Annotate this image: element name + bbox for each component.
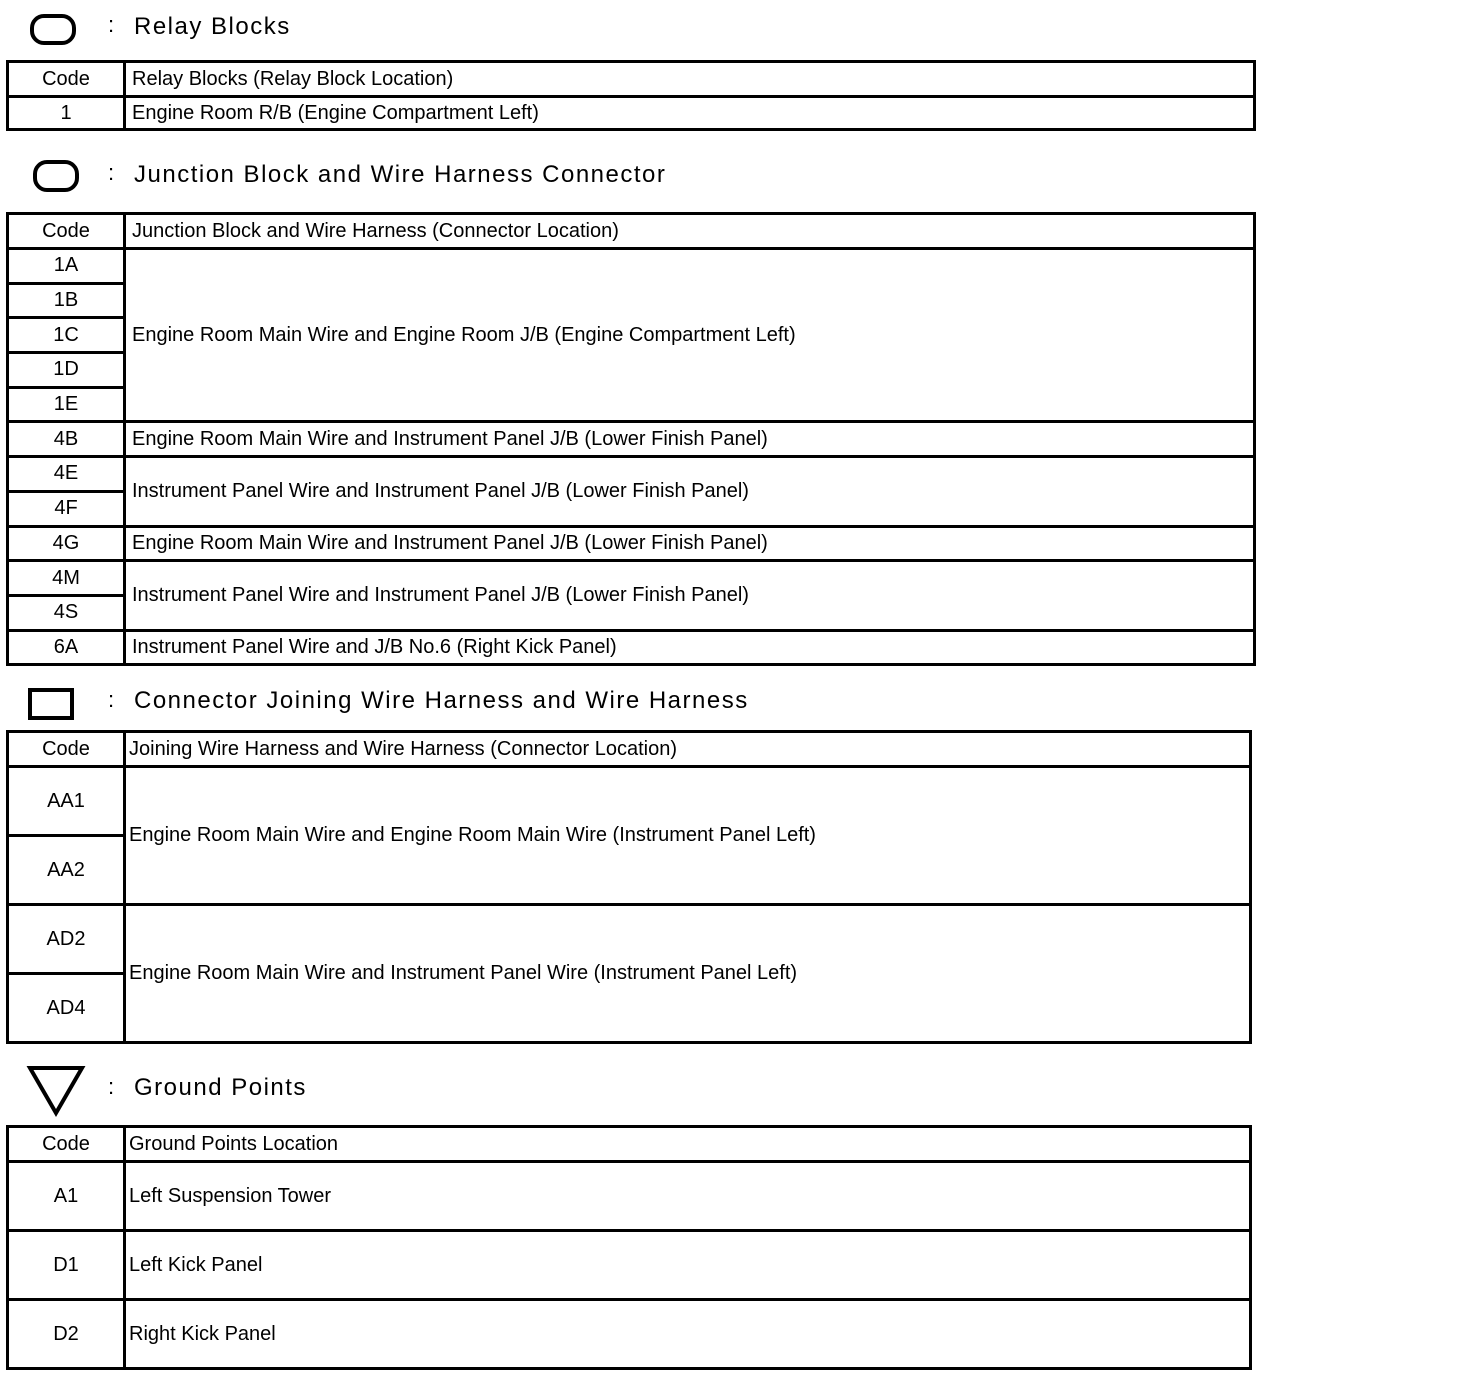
table-row: [8, 97, 1255, 130]
table-row: [8, 249, 1255, 284]
table-row: [8, 526, 1255, 561]
relay-blocks-table: [6, 60, 1256, 131]
junction-col-location: Junction Block and Wire Harness (Connector Location): [125, 214, 1255, 249]
ground-location-cell: Left Suspension Tower: [125, 1162, 1251, 1231]
junction-code-cell: 4S: [8, 595, 125, 630]
joining-code-cell: AA2: [8, 836, 125, 905]
junction-block-symbol-icon: [30, 158, 82, 194]
junction-location-cell: Engine Room Main Wire and Instrument Panel J/B (Lower Finish Panel): [125, 526, 1255, 561]
connector-joining-heading: Connector Joining Wire Harness and Wire Harness: [134, 687, 749, 714]
table-header-row: [8, 732, 1251, 767]
ground-point-symbol-icon: [26, 1064, 86, 1120]
joining-code-cell: AD2: [8, 905, 125, 974]
table-header-row: [8, 1127, 1251, 1162]
junction-location-cell: Instrument Panel Wire and J/B No.6 (Right Kick Panel): [125, 630, 1255, 665]
joining-code-cell: AD4: [8, 974, 125, 1043]
junction-code-cell: 1C: [8, 318, 125, 353]
junction-block-table: [6, 212, 1256, 666]
relay-block-symbol-icon: [28, 12, 80, 48]
ground-location-cell: Right Kick Panel: [125, 1300, 1251, 1369]
ground-code-cell: D2: [8, 1300, 125, 1369]
table-row: [8, 630, 1255, 665]
junction-code-cell: 1D: [8, 353, 125, 388]
ground-separator: :: [108, 1074, 115, 1099]
relay-code-cell: 1: [8, 97, 125, 130]
junction-code-cell: 4F: [8, 491, 125, 526]
junction-code-cell: 1A: [8, 249, 125, 284]
junction-code-cell: 4B: [8, 422, 125, 457]
junction-location-cell: Engine Room Main Wire and Engine Room J/B (Engine Compartment Left): [125, 249, 1255, 422]
junction-location-cell: Instrument Panel Wire and Instrument Panel J/B (Lower Finish Panel): [125, 457, 1255, 526]
table-row: [8, 1231, 1251, 1300]
table-row: [8, 767, 1251, 836]
table-header-row: [8, 214, 1255, 249]
junction-block-heading: Junction Block and Wire Harness Connector: [134, 161, 667, 188]
joining-code-cell: AA1: [8, 767, 125, 836]
relay-location-cell: Engine Room R/B (Engine Compartment Left): [125, 97, 1255, 130]
ground-points-heading: Ground Points: [134, 1074, 307, 1101]
junction-code-cell: 4E: [8, 457, 125, 492]
ground-code-cell: D1: [8, 1231, 125, 1300]
joining-location-cell: Engine Room Main Wire and Engine Room Main Wire (Instrument Panel Left): [125, 767, 1251, 905]
joining-col-code: Code: [8, 732, 125, 767]
junction-location-cell: Engine Room Main Wire and Instrument Panel J/B (Lower Finish Panel): [125, 422, 1255, 457]
ground-location-cell: Left Kick Panel: [125, 1231, 1251, 1300]
ground-col-location: Ground Points Location: [125, 1127, 1251, 1162]
table-row: [8, 561, 1255, 596]
relay-separator: :: [108, 12, 115, 37]
table-row: [8, 1162, 1251, 1231]
table-row: [8, 457, 1255, 492]
table-row: [8, 422, 1255, 457]
relay-col-code: Code: [8, 62, 125, 97]
relay-col-location: Relay Blocks (Relay Block Location): [125, 62, 1255, 97]
joining-location-cell: Engine Room Main Wire and Instrument Panel Wire (Instrument Panel Left): [125, 905, 1251, 1043]
table-header-row: [8, 62, 1255, 97]
ground-code-cell: A1: [8, 1162, 125, 1231]
table-row: [8, 1300, 1251, 1369]
connector-joining-symbol-icon: [26, 686, 76, 722]
joining-separator: :: [108, 687, 115, 712]
junction-code-cell: 1E: [8, 387, 125, 422]
relay-blocks-heading: Relay Blocks: [134, 13, 291, 40]
ground-points-table: [6, 1125, 1252, 1370]
junction-col-code: Code: [8, 214, 125, 249]
junction-separator: :: [108, 160, 115, 185]
ground-col-code: Code: [8, 1127, 125, 1162]
junction-code-cell: 4G: [8, 526, 125, 561]
joining-col-location: Joining Wire Harness and Wire Harness (Connector Location): [125, 732, 1251, 767]
connector-joining-table: [6, 730, 1252, 1044]
junction-code-cell: 4M: [8, 561, 125, 596]
table-row: [8, 905, 1251, 974]
junction-code-cell: 1B: [8, 283, 125, 318]
junction-code-cell: 6A: [8, 630, 125, 665]
junction-location-cell: Instrument Panel Wire and Instrument Panel J/B (Lower Finish Panel): [125, 561, 1255, 630]
